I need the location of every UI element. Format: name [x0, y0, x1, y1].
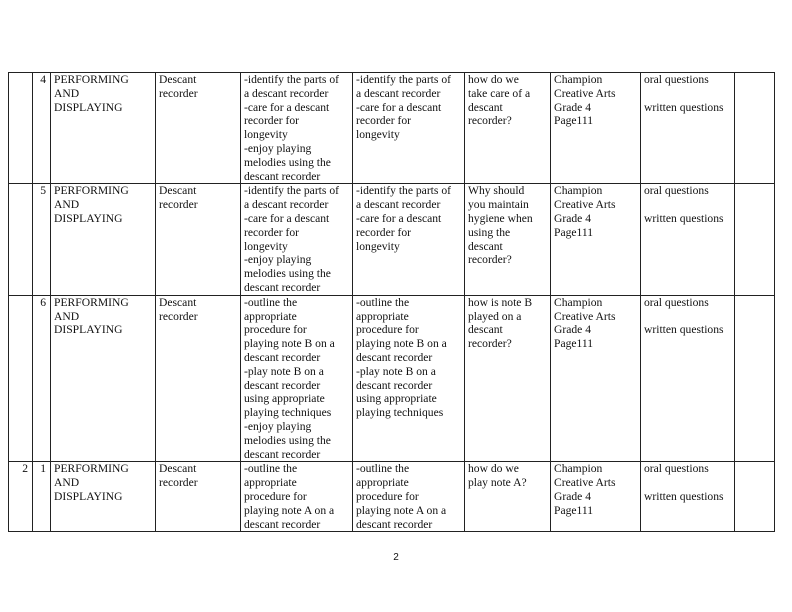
cell-experiences: -identify the parts of a descant recorder -care for a descant recorder for longevity	[353, 73, 465, 184]
cell-remarks	[735, 462, 775, 532]
cell-outcomes: -outline the appropriate procedure for playing note A on a descant recorder	[241, 462, 353, 532]
cell-sub-strand: Descant recorder	[156, 184, 241, 295]
cell-remarks	[735, 295, 775, 462]
cell-sub-strand: Descant recorder	[156, 295, 241, 462]
cell-week	[9, 184, 33, 295]
cell-inquiry: Why should you maintain hygiene when using the descant recorder?	[465, 184, 551, 295]
cell-assessment: oral questions written questions	[641, 184, 735, 295]
cell-inquiry: how do we take care of a descant recorder?	[465, 73, 551, 184]
cell-strand: PERFORMING AND DISPLAYING	[51, 73, 156, 184]
cell-experiences: -outline the appropriate procedure for playing note A on a descant recorder	[353, 462, 465, 532]
table-row	[9, 462, 775, 532]
cell-strand: PERFORMING AND DISPLAYING	[51, 295, 156, 462]
cell-lesson: 4	[33, 73, 51, 184]
table-row	[9, 73, 775, 184]
cell-inquiry: how do we play note A?	[465, 462, 551, 532]
cell-resources: Champion Creative Arts Grade 4 Page111	[551, 73, 641, 184]
cell-sub-strand: Descant recorder	[156, 462, 241, 532]
cell-lesson: 5	[33, 184, 51, 295]
cell-resources: Champion Creative Arts Grade 4 Page111	[551, 462, 641, 532]
cell-experiences: -outline the appropriate procedure for playing note B on a descant recorder -play note B on a descant recorder using appropriate playing techniques	[353, 295, 465, 462]
cell-week	[9, 73, 33, 184]
cell-assessment: oral questions written questions	[641, 295, 735, 462]
cell-week: 2	[9, 462, 33, 532]
cell-inquiry: how is note B played on a descant recorder?	[465, 295, 551, 462]
page-number: 2	[393, 552, 399, 563]
cell-week	[9, 295, 33, 462]
table-row	[9, 184, 775, 295]
cell-lesson: 1	[33, 462, 51, 532]
cell-remarks	[735, 73, 775, 184]
cell-remarks	[735, 184, 775, 295]
scheme-of-work-table	[8, 72, 775, 532]
cell-resources: Champion Creative Arts Grade 4 Page111	[551, 184, 641, 295]
cell-outcomes: -identify the parts of a descant recorder -care for a descant recorder for longevity -enjoy playing melodies using the descant recorder	[241, 184, 353, 295]
cell-outcomes: -identify the parts of a descant recorder -care for a descant recorder for longevity -enjoy playing melodies using the descant recorder	[241, 73, 353, 184]
cell-assessment: oral questions written questions	[641, 462, 735, 532]
cell-strand: PERFORMING AND DISPLAYING	[51, 462, 156, 532]
cell-lesson: 6	[33, 295, 51, 462]
cell-sub-strand: Descant recorder	[156, 73, 241, 184]
table-row	[9, 295, 775, 462]
cell-resources: Champion Creative Arts Grade 4 Page111	[551, 295, 641, 462]
cell-assessment: oral questions written questions	[641, 73, 735, 184]
cell-outcomes: -outline the appropriate procedure for playing note B on a descant recorder -play note B on a descant recorder using appropriate playing techniques -enjoy playing melodies using the descant recorder	[241, 295, 353, 462]
cell-experiences: -identify the parts of a descant recorder -care for a descant recorder for longevity	[353, 184, 465, 295]
cell-strand: PERFORMING AND DISPLAYING	[51, 184, 156, 295]
